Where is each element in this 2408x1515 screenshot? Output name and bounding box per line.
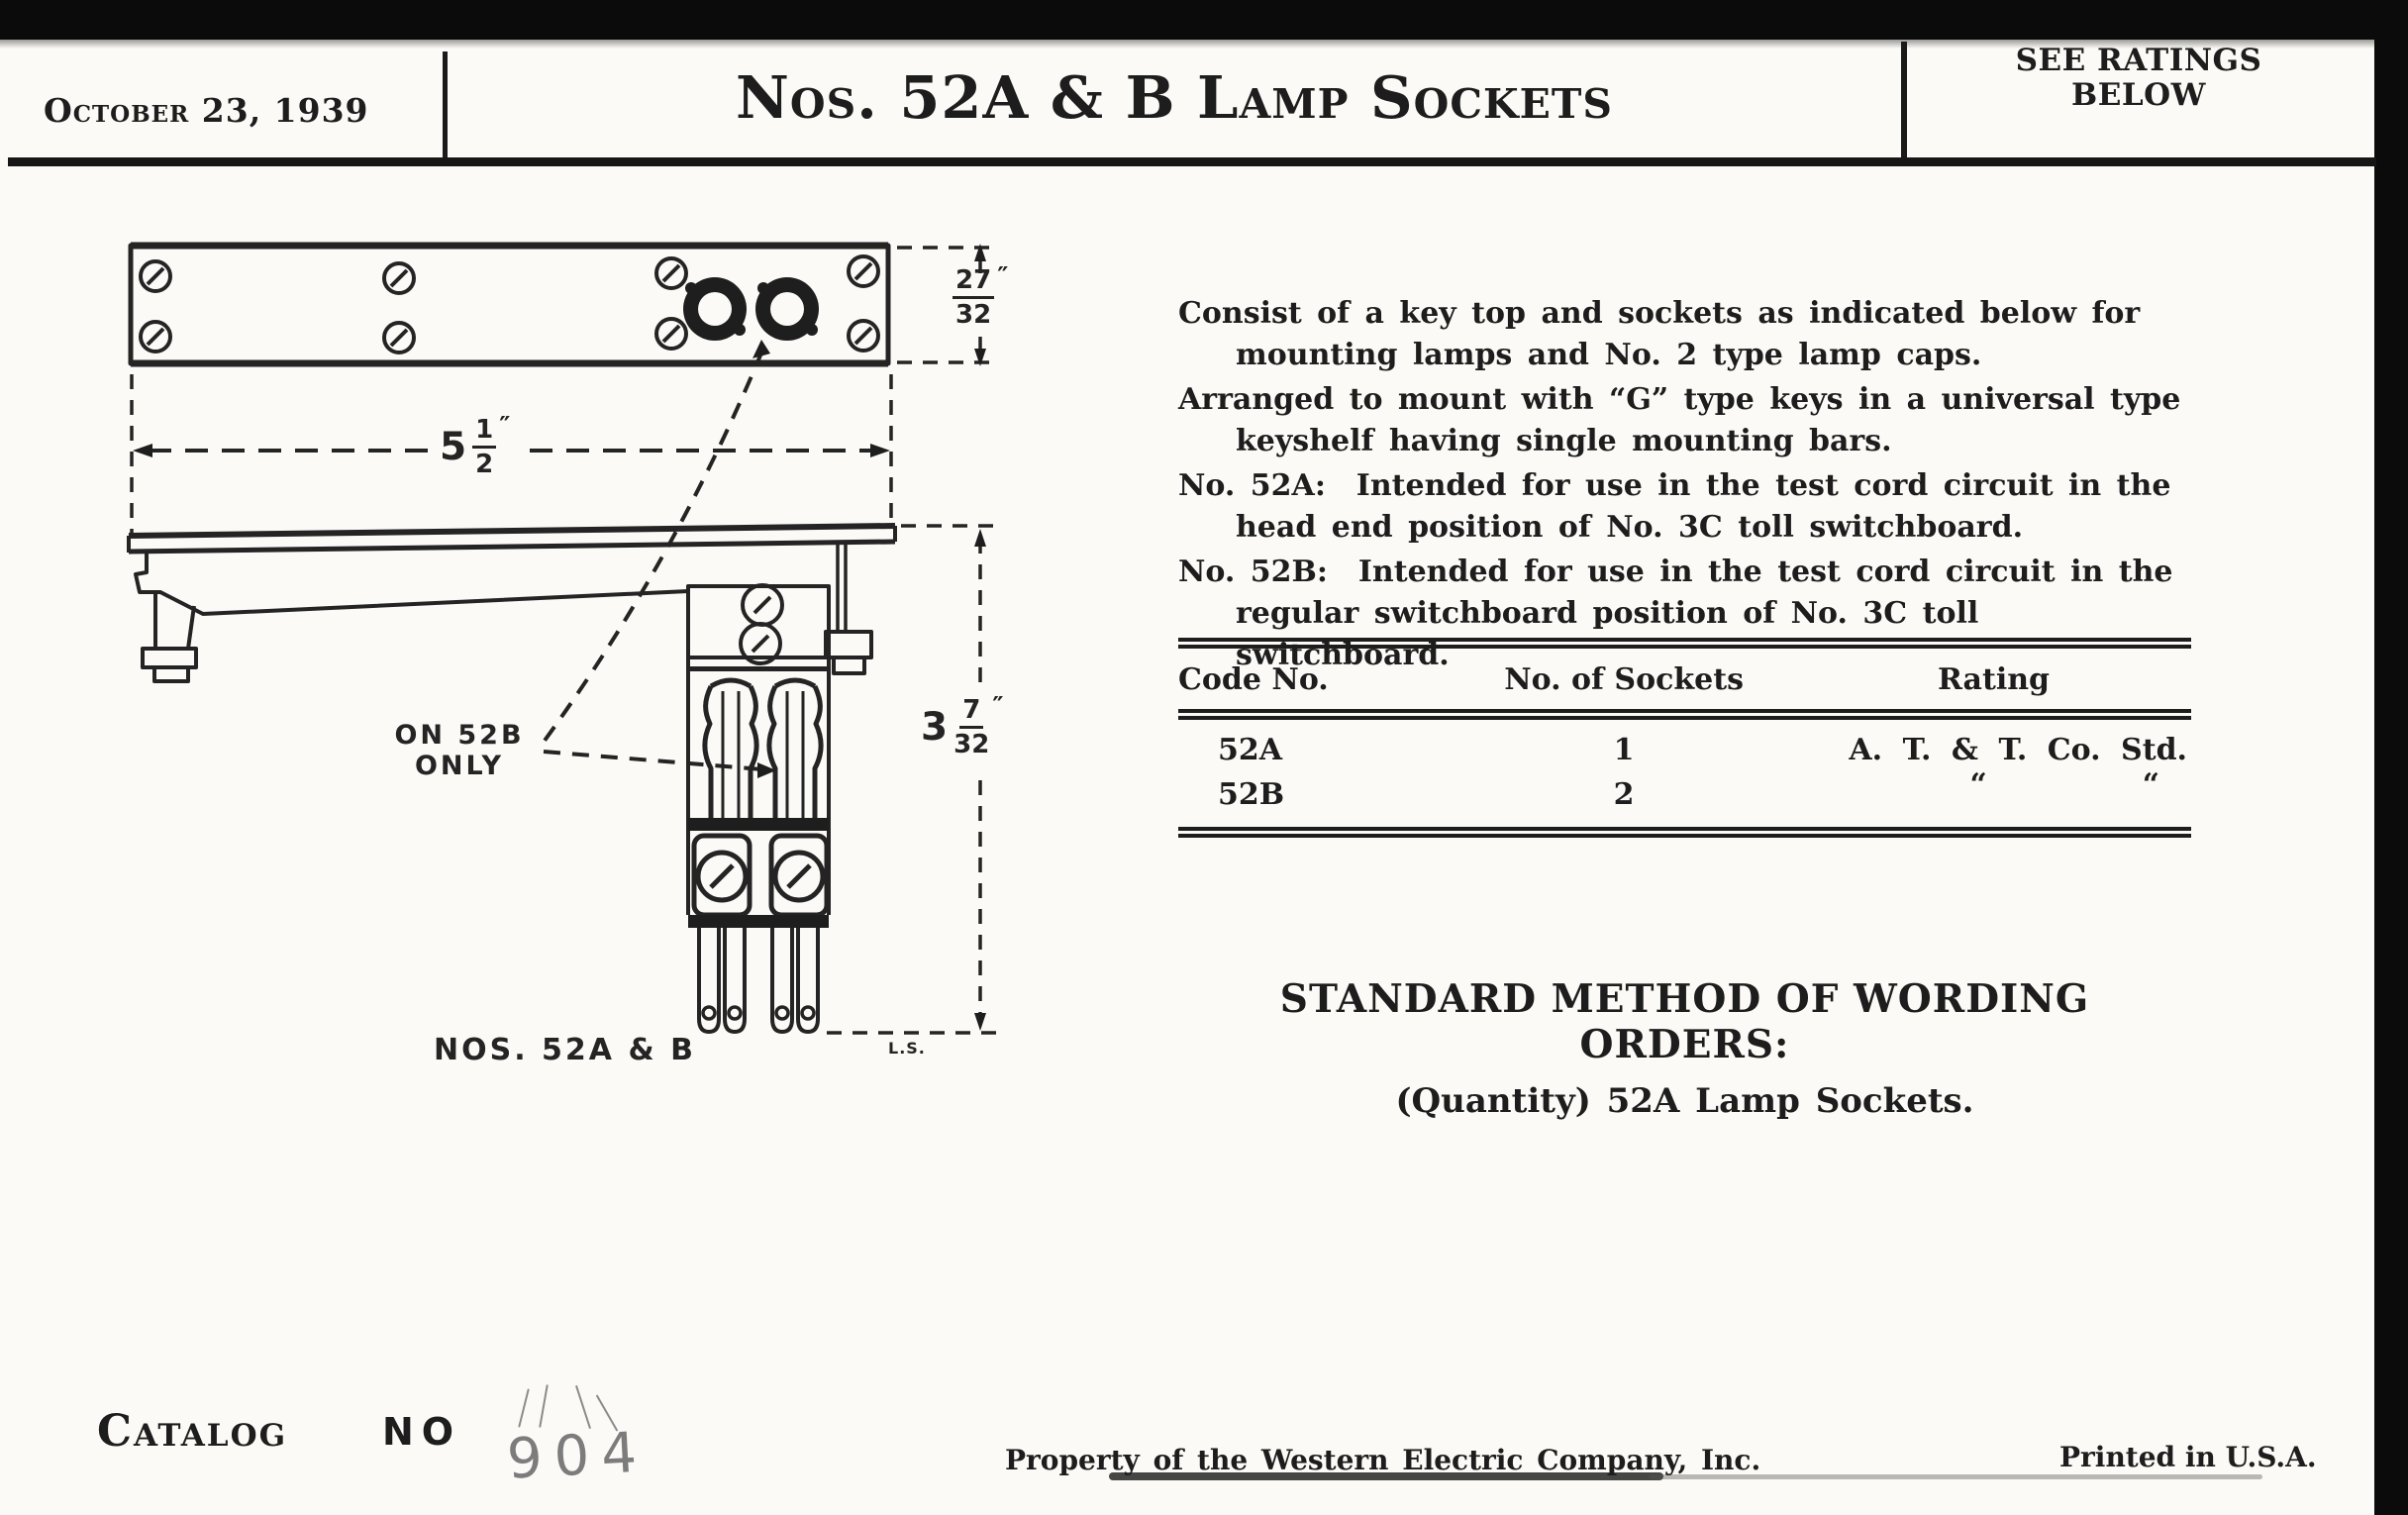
header-divider-right [1901, 42, 1907, 160]
drawing-note-line1: ON 52B [394, 720, 525, 751]
fraction [953, 697, 989, 758]
paragraph-line: No. 52B: Intended for use in the test cord circuit in the [1178, 555, 2173, 589]
dim-width-lines [132, 374, 891, 533]
scan-edge-right [2374, 0, 2408, 1515]
top-view-panel [131, 244, 1000, 366]
pencil-stroke [539, 1384, 549, 1428]
paragraph-line: Consist of a key top and sockets as indicated below for [1178, 296, 2141, 331]
cell-sockets: 1 [1613, 733, 1635, 767]
catalog-number-label: NO [382, 1410, 462, 1454]
fraction-numerator: 1 [472, 417, 496, 449]
header-rule [8, 157, 2376, 166]
ordering-section [1178, 976, 2191, 1121]
header-divider-left [443, 51, 448, 160]
cell-rating-ditto [1796, 767, 2191, 817]
paragraph-1 [1178, 293, 2198, 376]
fraction-denominator: 2 [475, 450, 494, 479]
drawing-caption: NOS. 52A & B [434, 1033, 696, 1067]
page-title: Nos. 52A & B Lamp Sockets [736, 63, 1613, 132]
paragraph-line: mounting lamps and No. 2 type lamp caps. [1236, 338, 1982, 372]
terminal-blocks [694, 836, 827, 915]
fraction-denominator: 32 [955, 300, 992, 330]
draftsman-initials: L.S. [888, 1039, 926, 1058]
ditto-mark: “ [2142, 767, 2159, 802]
pencil-stroke [518, 1388, 530, 1427]
cell-rating: A. T. & T. Co. Std. [1849, 733, 2187, 767]
table-row [1178, 767, 2191, 817]
paragraph-line: No. 52A: Intended for use in the test cord circuit in the [1178, 468, 2171, 503]
cell-code: 52B [1218, 777, 1285, 812]
inch-mark: ″ [992, 691, 1004, 720]
property-note: Property of the Western Electric Company, Inc. [1005, 1444, 1761, 1476]
dim-top-height-label [953, 261, 1009, 330]
fraction-numerator: 27 [953, 267, 994, 299]
table-row [1178, 728, 2191, 772]
cell-sockets: 2 [1613, 777, 1635, 812]
catalog-label: Catalog [97, 1406, 288, 1457]
paragraph-line: head end position of No. 3C toll switchboard. [1236, 510, 2024, 545]
fraction-denominator: 32 [953, 730, 990, 759]
issue-date: October 23, 1939 [44, 91, 369, 130]
paragraph-line: keyshelf having single mounting bars. [1236, 424, 1892, 458]
fraction [953, 267, 994, 328]
description-block [1178, 293, 2198, 679]
paragraph-line: regular switchboard position of No. 3C toll switchboard. [1236, 596, 1994, 672]
right-mounting-stud [826, 543, 871, 673]
lamp-socket-drawing [119, 238, 1059, 1099]
column-header-code: Code No. [1178, 662, 1329, 697]
table-body [1178, 720, 2191, 827]
column-header-sockets: No. of Sockets [1504, 662, 1744, 697]
drawing-note-on-52b-only [384, 720, 535, 781]
table-rule-bottom [1178, 827, 2191, 838]
dim-overall-height-label [921, 691, 1004, 759]
dim-whole-number: 3 [921, 705, 949, 750]
socket-rings [683, 277, 819, 341]
drawing-note-line2: ONLY [414, 751, 505, 781]
table-header-row [1178, 649, 2191, 709]
dim-width-label [440, 411, 511, 479]
column-header-rating: Rating [1937, 662, 2051, 697]
inch-mark: ″ [499, 411, 511, 440]
inch-mark: ″ [997, 261, 1009, 290]
ordering-example: (Quantity) 52A Lamp Sockets. [1395, 1081, 1974, 1121]
fraction-numerator: 7 [959, 697, 983, 729]
ratings-table [1178, 638, 2191, 838]
table-rule-mid [1178, 709, 2191, 720]
ratings-note [1907, 44, 2370, 113]
ditto-mark: “ [1969, 767, 1987, 802]
socket-block [688, 585, 829, 669]
dim-whole-number: 5 [440, 425, 467, 469]
leader-lines [542, 340, 776, 778]
dim-overall-height-lines [827, 526, 1000, 1033]
socket-sleeves [705, 680, 821, 820]
ratings-note-line2: BELOW [2071, 77, 2206, 113]
ratings-note-line1: SEE RATINGS [2015, 43, 2262, 78]
cell-code: 52A [1218, 733, 1283, 767]
scan-edge-top [0, 0, 2408, 40]
paragraph-line: Arranged to mount with “G” type keys in a universal type [1178, 382, 2181, 417]
table-rule-top [1178, 638, 2191, 649]
paragraph-3 [1178, 465, 2198, 549]
catalog-number-handwritten: 904 [505, 1420, 651, 1492]
paragraph-2 [1178, 379, 2198, 462]
technical-drawing [119, 238, 1059, 1099]
ordering-heading: STANDARD METHOD OF WORDING ORDERS: [1279, 976, 2090, 1067]
fraction [472, 417, 496, 477]
printed-note: Printed in U.S.A. [2059, 1441, 2317, 1473]
pencil-stroke [575, 1385, 591, 1429]
contact-prongs [699, 928, 818, 1032]
